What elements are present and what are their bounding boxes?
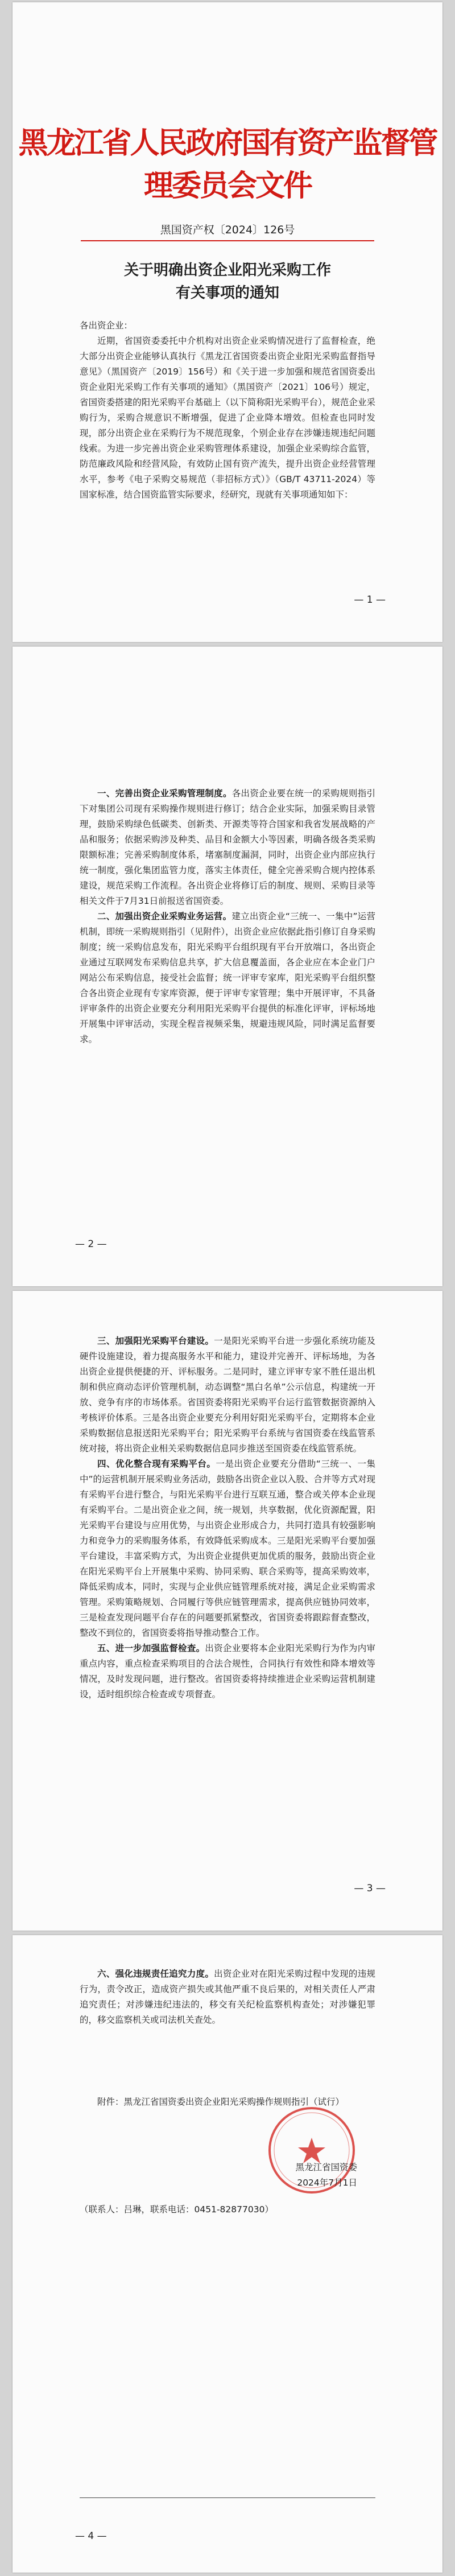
- section-1-heading: 一、完善出资企业采购管理制度。: [97, 788, 232, 799]
- document-page-2: [13, 647, 442, 1286]
- document-number: 黑国资产权〔2024〕126号: [160, 224, 295, 236]
- signature-org: 黑龙江省国资委: [295, 2162, 357, 2172]
- salutation: 各出资企业：: [80, 320, 133, 331]
- page-number: — 3 —: [354, 1883, 386, 1894]
- section-2-text: 建立出资企业“三统一、一集中”运营机制，即统一采购规则指引（见附件），出资企业应依据此指引修订自身采购制度；统一采购信息发布，阳光采购平台组织现有平台开放端口，各出资企业通过互联网发布采购信息共享，扩大信息覆盖面，各企业应在本企业门户网站公布采购信息，接受社会监督；统一评审专家库，阳光采购平台组织整合各出资企业现有专家库资源，便于评审专家管理；集中开展评审，不具备评审条件的出资企业要充分利用阳光采购平台提供的标准化评审，评标场地开展集中评审活动，实现全程音视频采集，规避违规风险，同时满足监督要求。: [80, 911, 375, 1044]
- attachment-title: 黑龙江省国资委出资企业阳光采购操作规则指引（试行）: [123, 2097, 345, 2107]
- page-number: — 1 —: [354, 594, 386, 606]
- body-part-2: [80, 786, 375, 1047]
- section-6-text: 出资企业对在阳光采购过程中发现的违规行为，责令改正，造成资产损失或其他严重不良后果的，对相关责任人严肃追究责任；对涉嫌违纪违法的，移交有关纪检监察机构查处；对涉嫌犯罪的，移交监察机关或司法机关查处。: [80, 1969, 375, 2025]
- body-part-4: [80, 1966, 375, 2028]
- document-page-1: [13, 2, 442, 642]
- red-divider: [81, 240, 374, 241]
- paragraph-section-2: [80, 909, 375, 1047]
- document-header: 黑龙江省人民政府国有资产监督管理委员会文件: [18, 126, 437, 203]
- contact-info: （联系人：吕琳，联系电话：0451-82877030）: [80, 2204, 274, 2215]
- section-4-text: 一是出资企业要充分借助“三统一、一集中”的运营机制开展采购业务活动，鼓励各出资企业以入股、合并等方式对现有采购平台进行整合，与阳光采购平台进行互联互通，整合或关停本企业现有采购平台。二是出资企业之间，统一规划，共享数据，优化资源配置，阳光采购平台建设与应用优势，与出资企业形成合力，共同打造具有较强影响力和竞争力的采购服务体系，有效降低采购成本。三是阳光采购平台要加强平台建设，丰富采购方式，为出资企业提供更加优质的服务，鼓励出资企业在阳光采购平台上开展集中采购、协同采购、联合采购等，提高采购效率，降低采购成本，同时，实现与企业供应链管理系统对接，满足企业采购需求管理。采购策略规划、合同履行等供应链管理需求，提高供应链协同效率，三是检查发现问题平台存在的问题要抓紧整改，省国资委将跟踪督查整改，整改不到位的，省国资委将指导推动整合工作。: [80, 1459, 375, 1638]
- bottom-divider: [80, 2497, 375, 2498]
- section-3-heading: 三、加强阳光采购平台建设。: [97, 1336, 214, 1346]
- document-page-4: [13, 1935, 442, 2573]
- document-title-line-2: 有关事项的通知: [175, 285, 279, 302]
- section-2-heading: 二、加强出资企业采购业务运营。: [97, 911, 232, 921]
- paragraph-section-1: [80, 786, 375, 909]
- paragraph-section-3: [80, 1334, 375, 1456]
- body-part-3: [80, 1334, 375, 1702]
- paragraph-intro: 近期，省国资委委托中介机构对出资企业采购情况进行了监督检查，绝大部分出资企业能够认真执行《黑龙江省国资委出资企业阳光采购监督指导意见》（黑国资产〔2019〕156号）和《关于进一步加强和规范省国资委出资企业阳光采购工作有关事项的通知》（黑国资产〔2021〕106号）规定，省国资委搭建的阳光采购平台基础上（以下简称阳光采购平台），规范企业采购行为，采购合规意识不断增强，促进了企业降本增效。但检查也同时发现，部分出资企业在采购行为不规范现象，个别企业存在涉嫌违规违纪问题线索。为进一步完善出资企业采购管理体系建设，加强企业采购综合监管，防范廉政风险和经营风险，有效防止国有资产流失，提升出资企业经营管理水平，参考《电子采购交易规范（非招标方式）》（GB/T 43711-2024）等国家标准，结合国资监管实际要求，经研究，现就有关事项通知如下：: [80, 336, 375, 500]
- document-page-3: [13, 1291, 442, 1931]
- paragraph-section-5: [80, 1641, 375, 1702]
- section-3-text: 一是阳光采购平台进一步强化系统功能及硬件设施建设，着力提高服务水平和能力，建设并完善开、评标场地，为各出资企业提供便捷的开、评标服务。二是同时，建立评审专家不胜任退出机制和供应商动态评价管理机制，动态调整“黑白名单”公示信息，构建统一开放、竞争有序的市场体系。省国资委将阳光采购平台运行监管数据资源纳入考核评价体系。三是各出资企业要充分利用好阳光采购平台，定期将本企业采购数据信息报送阳光采购平台；阳光采购平台系统与省国资委在线监管系统对接，将出资企业相关采购数据信息同步推送至国资委在线监管系统。: [80, 1336, 375, 1454]
- section-4-heading: 四、优化整合现有采购平台。: [97, 1459, 216, 1469]
- section-5-heading: 五、进一步加强监督检查。: [97, 1643, 205, 1653]
- section-5-text: 出资企业要将本企业阳光采购行为作为内审重点内容，重点检查采购项目的合法合规性，合同执行有效性和降本增效等情况，及时发现问题，进行整改。省国资委将持续推进企业采购运营机制建设，适时组织综合检查或专项督查。: [80, 1643, 375, 1699]
- signature-date: 2024年7月1日: [297, 2178, 357, 2188]
- document-title-line-1: 关于明确出资企业阳光采购工作: [123, 262, 331, 279]
- section-1-text: 各出资企业要在统一的采购规则指引下对集团公司现有采购操作规则进行修订；结合企业实际，加强采购目录管理，鼓励采购绿色低碳类、创新类、开源类等符合国家和我省发展战略的产品和服务；依据采购涉及种类、品目和金额大小等因素，明确各级各类采购限额标准；完善采购制度体系，堵塞制度漏洞，同时，出资企业内部应执行统一制度，强化集团监管力度，落实主体责任，健全完善采购合规内控体系建设，规范采购工作流程。各出资企业将修订后的制度、规则、采购目录等相关文件于7月31日前报送省国资委。: [80, 788, 375, 906]
- attachment-label: 附件：: [97, 2097, 124, 2107]
- section-6-heading: 六、强化违规责任追究力度。: [97, 1969, 214, 1979]
- body-part-1: [80, 318, 375, 595]
- page-number: — 2 —: [75, 1238, 107, 1250]
- signature-block: [295, 2160, 357, 2191]
- page-number: — 4 —: [75, 2530, 107, 2542]
- paragraph-section-6: [80, 1966, 375, 2028]
- paragraph-section-4: [80, 1456, 375, 1641]
